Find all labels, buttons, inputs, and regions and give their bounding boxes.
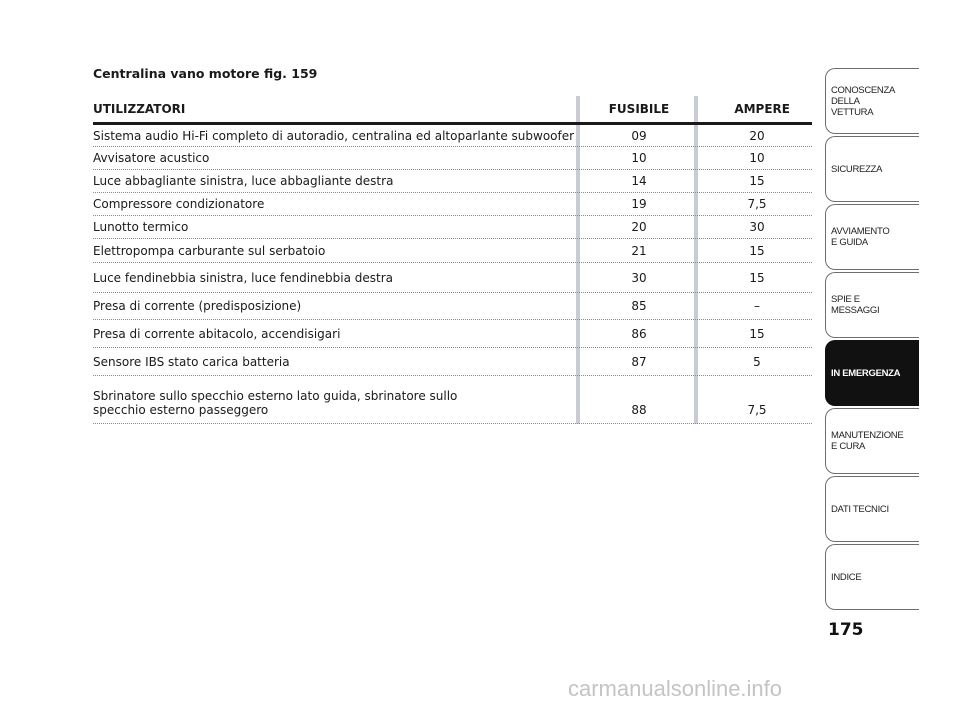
row-amps: 7,5 bbox=[747, 197, 767, 211]
table-row bbox=[93, 170, 812, 193]
row-user: Presa di corrente abitacolo, accendisigari bbox=[93, 326, 341, 341]
row-amps: 15 bbox=[749, 174, 765, 188]
row-amps: 30 bbox=[749, 220, 765, 234]
row-fuse: 85 bbox=[631, 299, 647, 313]
table-row bbox=[93, 263, 812, 293]
tab-sicurezza[interactable]: SICUREZZA bbox=[825, 136, 919, 202]
row-user: Avvisatore acustico bbox=[93, 151, 210, 165]
row-user: Lunotto termico bbox=[93, 220, 189, 234]
row-fuse: 19 bbox=[631, 197, 647, 211]
row-amps: 7,5 bbox=[747, 403, 767, 417]
table-row bbox=[93, 125, 812, 147]
tab-spie-e-messaggi[interactable]: SPIE E MESSAGGI bbox=[825, 272, 919, 338]
table-row bbox=[93, 376, 812, 424]
row-user: Compressore condizionatore bbox=[93, 197, 265, 211]
row-user: Luce abbagliante sinistra, luce abbagliante destra bbox=[93, 174, 394, 188]
row-amps: – bbox=[754, 299, 760, 313]
row-amps: 5 bbox=[753, 354, 761, 369]
tab-manutenzione-e-cura[interactable]: MANUTENZIONE E CURA bbox=[825, 408, 919, 474]
row-user: Presa di corrente (predisposizione) bbox=[93, 299, 302, 313]
header-users: UTILIZZATORI bbox=[93, 102, 186, 116]
table-row bbox=[93, 348, 812, 376]
tab-in-emergenza[interactable]: IN EMERGENZA bbox=[825, 340, 919, 406]
table-row bbox=[93, 216, 812, 239]
row-fuse: 14 bbox=[631, 174, 647, 188]
table-row bbox=[93, 147, 812, 170]
row-fuse: 10 bbox=[631, 151, 647, 165]
tab-indice[interactable]: INDICE bbox=[825, 544, 919, 610]
row-user: Elettropompa carburante sul serbatoio bbox=[93, 243, 326, 258]
row-amps: 15 bbox=[749, 326, 765, 341]
row-amps: 15 bbox=[749, 270, 765, 285]
row-fuse: 87 bbox=[631, 354, 647, 369]
table-row bbox=[93, 293, 812, 320]
page-number: 175 bbox=[828, 620, 864, 640]
table-row bbox=[93, 320, 812, 348]
row-fuse: 21 bbox=[631, 243, 647, 258]
row-fuse: 20 bbox=[631, 220, 647, 234]
fuse-table bbox=[93, 96, 812, 424]
table-title: Centralina vano motore fig. 159 bbox=[93, 66, 318, 81]
tab-avviamento-e-guida[interactable]: AVVIAMENTO E GUIDA bbox=[825, 204, 919, 270]
row-user: Sistema audio Hi-Fi completo di autoradio, centralina ed altoparlante subwoofer bbox=[93, 128, 575, 143]
row-fuse: 88 bbox=[631, 403, 647, 417]
row-amps: 10 bbox=[749, 151, 765, 165]
row-amps: 20 bbox=[749, 128, 765, 143]
row-fuse: 86 bbox=[631, 326, 647, 341]
header-fuse: FUSIBILE bbox=[608, 102, 670, 116]
row-user: Luce fendinebbia sinistra, luce fendinebbia destra bbox=[93, 270, 394, 285]
row-user: Sbrinatore sullo specchio esterno lato guida, sbrinatore sullo specchio esterno passeggero bbox=[93, 389, 458, 417]
chapter-tabs bbox=[825, 68, 919, 612]
watermark: carmanualsonline.info bbox=[568, 676, 783, 701]
table-header bbox=[93, 96, 812, 125]
tab-conoscenza-della-vettura[interactable]: CONOSCENZA DELLA VETTURA bbox=[825, 68, 919, 134]
table-row bbox=[93, 193, 812, 216]
row-fuse: 09 bbox=[631, 128, 647, 143]
table-row bbox=[93, 239, 812, 263]
row-amps: 15 bbox=[749, 243, 765, 258]
row-user: Sensore IBS stato carica batteria bbox=[93, 354, 290, 369]
tab-dati-tecnici[interactable]: DATI TECNICI bbox=[825, 476, 919, 542]
row-fuse: 30 bbox=[631, 270, 647, 285]
header-amps: AMPERE bbox=[734, 102, 790, 116]
